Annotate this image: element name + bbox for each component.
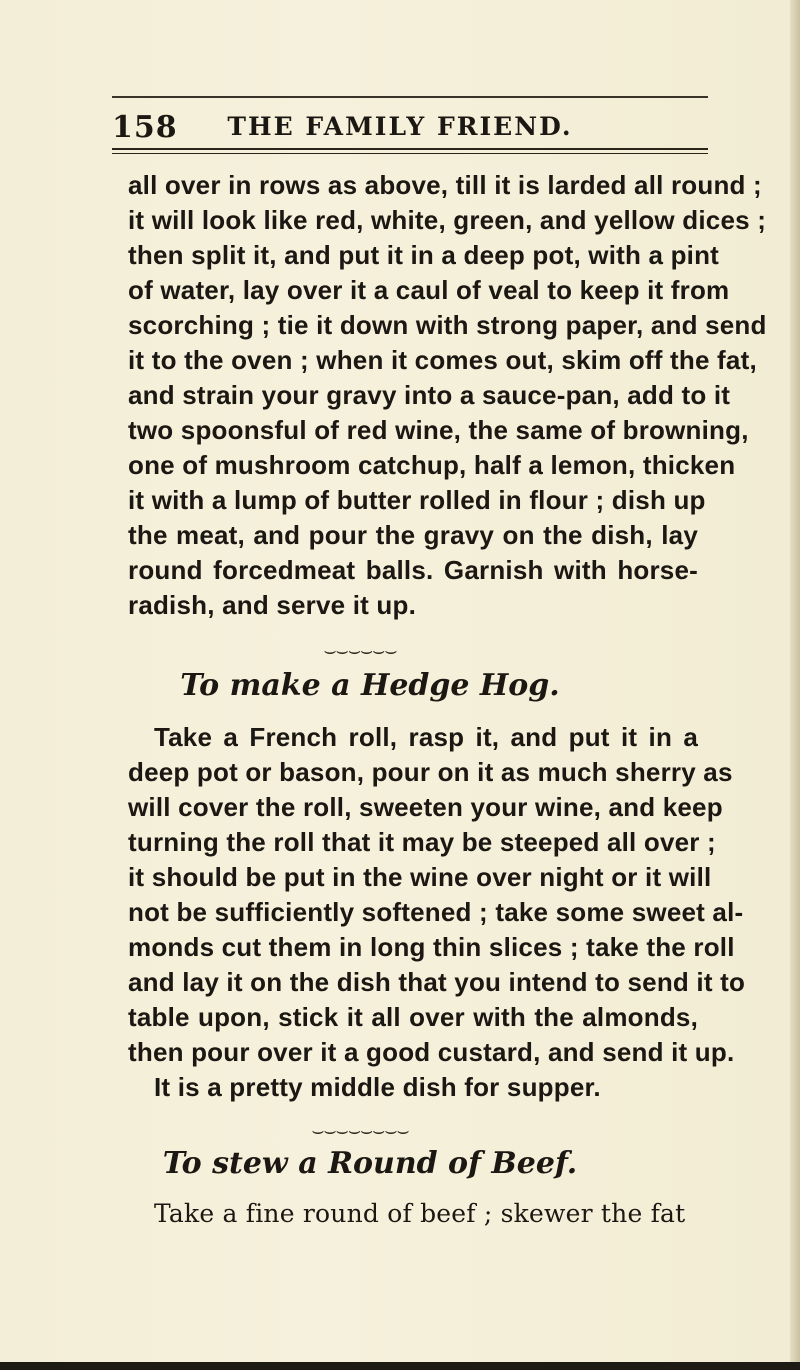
text-line: Take a fine round of beef ; skewer the fat — [154, 1199, 686, 1228]
page-bottom-edge — [0, 1362, 800, 1370]
text-line: it should be put in the wine over night or it will — [128, 862, 712, 892]
text-line: not be sufficiently softened ; take some sweet al- — [128, 897, 744, 927]
text-line: scorching ; tie it down with strong paper, and send — [128, 310, 767, 340]
text-line: It is a pretty middle dish for supper. — [154, 1072, 601, 1102]
paragraph-round-of-beef — [128, 1196, 698, 1231]
paragraph-larding — [128, 168, 767, 623]
text-line: monds cut them in long thin slices ; take the roll — [128, 932, 735, 962]
text-line: then pour over it a good custard, and send it up. — [128, 1037, 735, 1067]
text-line: then split it, and put it in a deep pot, with a pint — [128, 240, 720, 270]
text-line: round forcedmeat balls. Garnish with horse- — [128, 555, 698, 585]
paragraph-hedge-hog — [128, 720, 746, 1105]
text-line: of water, lay over it a caul of veal to keep it from — [128, 275, 730, 305]
text-line: turning the roll that it may be steeped all over ; — [128, 827, 716, 857]
text-line: it to the oven ; when it comes out, skim off the fat, — [128, 345, 757, 375]
page-number: 158 — [112, 110, 178, 145]
section-ornament: ⌣⌣⌣⌣⌣⌣⌣⌣ — [311, 1118, 409, 1142]
header-rule-bottom — [112, 148, 708, 154]
text-line: will cover the roll, sweeten your wine, and keep — [128, 792, 723, 822]
section-ornament: ⌣⌣⌣⌣⌣⌣ — [323, 638, 397, 662]
page-edge — [790, 0, 800, 1370]
text-line: deep pot or bason, pour on it as much sherry as — [128, 757, 733, 787]
text-line: Take a French roll, rasp it, and put it in a — [154, 722, 698, 752]
text-line: it with a lump of butter rolled in flour ; dish up — [128, 485, 706, 515]
text-line: two spoonsful of red wine, the same of browning, — [128, 415, 749, 445]
text-line: it will look like red, white, green, and yellow dices ; — [128, 205, 767, 235]
text-line: one of mushroom catchup, half a lemon, thicken — [128, 450, 736, 480]
text-line: and lay it on the dish that you intend to send it to — [128, 967, 746, 997]
text-line: and strain your gravy into a sauce-pan, add to it — [128, 380, 731, 410]
recipe-heading-hedge-hog: To make a Hedge Hog. — [180, 668, 560, 703]
running-title: THE FAMILY FRIEND. — [227, 112, 573, 141]
text-line: the meat, and pour the gravy on the dish, lay — [128, 520, 698, 550]
text-line: radish, and serve it up. — [128, 590, 416, 620]
text-line: table upon, stick it all over with the almonds, — [128, 1002, 698, 1032]
text-line: all over in rows as above, till it is larded all round ; — [128, 170, 762, 200]
recipe-heading-round-of-beef: To stew a Round of Beef. — [162, 1146, 578, 1181]
header-rule-top — [112, 96, 708, 98]
